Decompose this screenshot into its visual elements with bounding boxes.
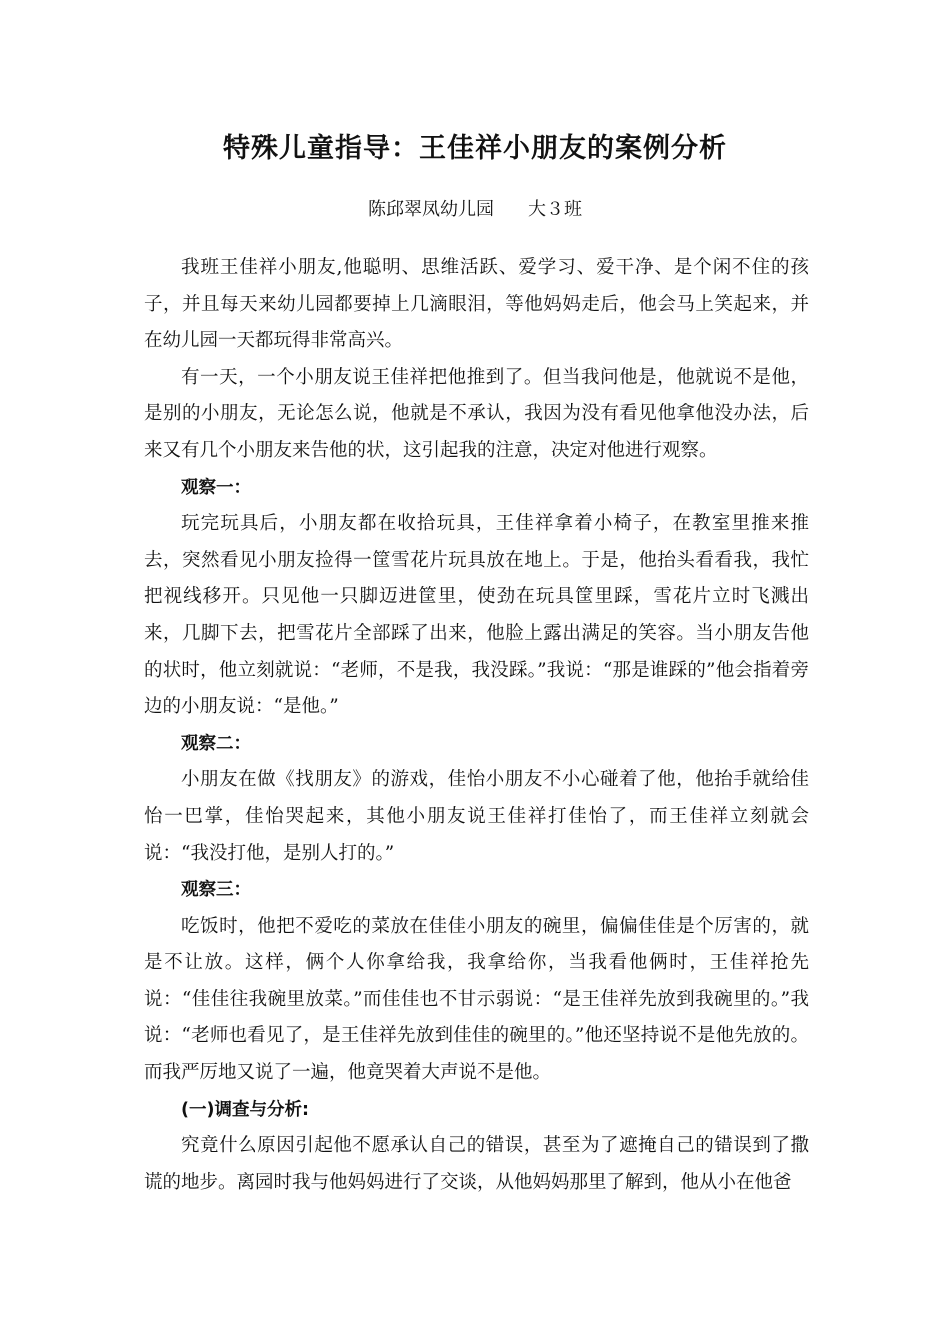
incident-paragraph: 有一天，一个小朋友说王佳祥把他推到了。但当我问他是，他就说不是他，是别的小朋友，无论怎么说，他就是不承认，我因为没有看见他拿他没办法，后来又有几个小朋友来告他的状，这引起我的注意，决定对他进行观察。 — [144, 366, 809, 461]
observation-3-heading: 观察三： — [181, 880, 251, 901]
document-subtitle — [0, 196, 950, 224]
observation-2-text: 小朋友在做《找朋友》的游戏，佳怡小朋友不小心碰着了他，他抬手就给佳怡一巴掌，佳怡哭起来，其他小朋友说王佳祥打佳怡了，而王佳祥立刻就会说：“我没打他，是别人打的。” — [144, 769, 809, 864]
analysis-heading: (一)调查与分析: — [181, 1099, 309, 1120]
observation-1-heading: 观察一： — [181, 477, 251, 498]
class-name: 大３班 — [528, 199, 582, 220]
intro-paragraph: 我班王佳祥小朋友,他聪明、思维活跃、爱学习、爱干净、是个闲不住的孩子，并且每天来幼儿园都要掉上几滴眼泪，等他妈妈走后，他会马上笑起来，并在幼儿园一天都玩得非常高兴。 — [144, 257, 809, 352]
document-title: 特殊儿童指导：王佳祥小朋友的案例分析 — [223, 133, 727, 164]
observation-3-text: 吃饭时，他把不爱吃的菜放在佳佳小朋友的碗里，偏偏佳佳是个厉害的，就是不让放。这样，俩个人你拿给我，我拿给你，当我看他俩时，王佳祥抢先说：“佳佳往我碗里放菜。”而佳佳也不甘示弱说：“是王佳祥先放到我碗里的。”我说：“老师也看见了，是王佳祥先放到佳佳的碗里的。”他还坚持说不是他先放的。而我严厉地又说了一遍，他竟哭着大声说不是他。 — [144, 915, 809, 1084]
school-name: 陈邱翠凤幼儿园 — [368, 199, 494, 220]
observation-1-text: 玩完玩具后，小朋友都在收拾玩具，王佳祥拿着小椅子，在教室里推来推去，突然看见小朋友捡得一筐雪花片玩具放在地上。于是，他抬头看看我，我忙把视线移开。只见他一只脚迈进筐里，使劲在玩具筐里踩，雪花片立时飞溅出来，几脚下去，把雪花片全部踩了出来，他脸上露出满足的笑容。当小朋友告他的状时，他立刻就说：“老师，不是我，我没踩。”我说：“那是谁踩的”他会指着旁边的小朋友说：“是他。” — [144, 513, 809, 718]
analysis-text: 究竟什么原因引起他不愿承认自己的错误，甚至为了遮掩自己的错误到了撒谎的地步。离园时我与他妈妈进行了交谈，从他妈妈那里了解到，他从小在他爸 — [144, 1135, 809, 1193]
observation-2-heading: 观察二： — [181, 733, 251, 754]
document-body — [144, 250, 809, 1201]
